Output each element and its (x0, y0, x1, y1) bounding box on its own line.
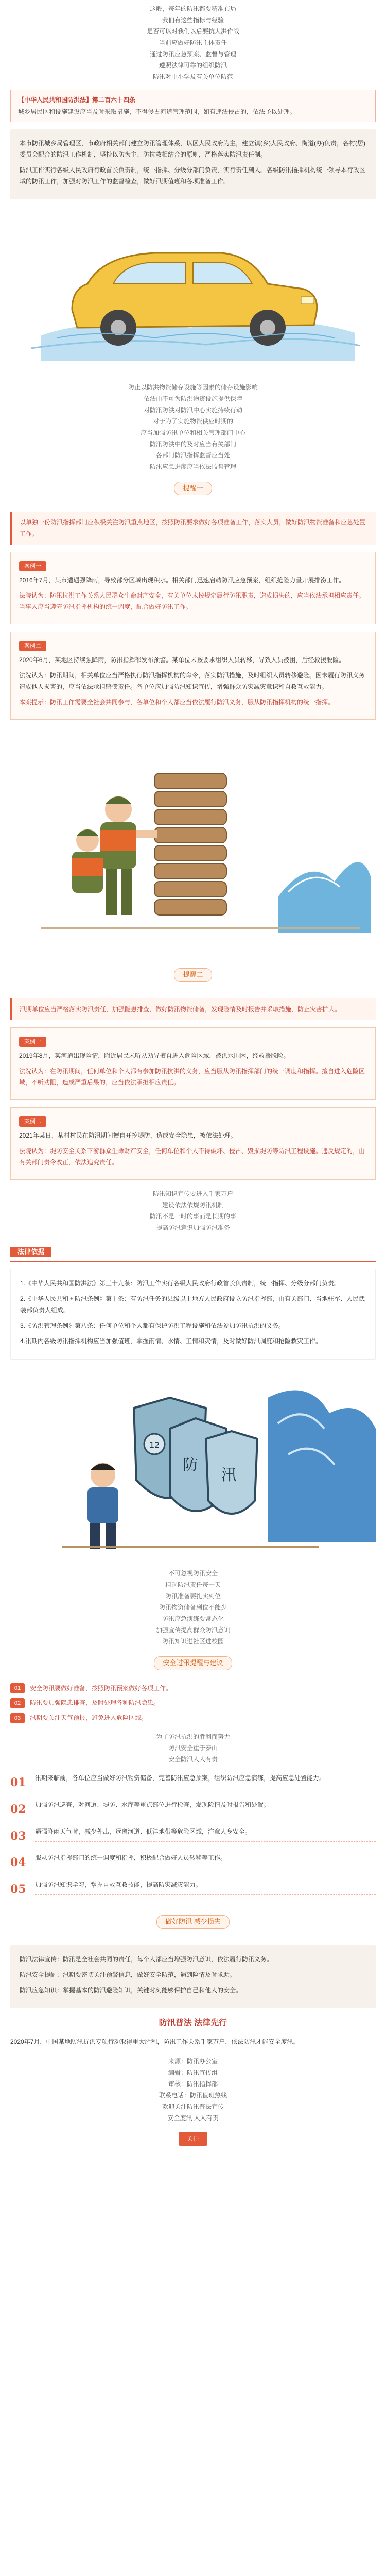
poem-line: 加强宣传提高群众防汛意识 (155, 1626, 230, 1634)
intro-lines (0, 0, 386, 82)
quote-1: 以单独一份防汛指挥部门应积极关注防汛重点地区，按照防汛要求做好各项准备工作，落实人员，做好防汛物资准备和应急处置工作。 (10, 512, 376, 545)
poem-block-1 (0, 382, 386, 472)
intro-line: 是否可以对我们以后要抗大洪作战 (146, 28, 239, 35)
law-item: 1.《中华人民共和国防洪法》第三十九条：防汛工作实行各级人民政府行政首长负责制，统一指挥、分级分部门负责。 (20, 1279, 341, 1287)
law-highlight-box (10, 90, 376, 122)
numbered-item (10, 1799, 376, 1821)
poem-line: 防汛知识宣传要进入千家万户 (152, 1190, 233, 1198)
shaded-paragraph: 本市防汛城乡局管理区，市政府相关部门建立防汛管理体系，以区人民政府为主，建立镇(乡)人民政府、街道(办)负责，各村(居)委员会配合的防汛工作机制，坚持以防为主、防抗救相结合的原则，严格落实防汛责任制。 (20, 139, 365, 158)
case-card-4 (10, 1107, 376, 1180)
poem-block-2 (0, 1188, 386, 1233)
poem-line: 防汛物资储备到位不能少 (159, 1603, 227, 1611)
tip-badge: 02 (10, 1698, 25, 1708)
sandbag-soldier-illustration (0, 727, 386, 954)
intro-line: 这般，每年的防汛都要精准布局 (149, 5, 236, 12)
poem-line: 对防汛防洪对防汛中心实施持续行动 (143, 406, 242, 414)
item-number: 01 (10, 1775, 26, 1789)
item-text: 加强防汛知识学习，掌握自救互救技能，提高防灾减灾能力。 (35, 1879, 376, 1895)
intro-line: 当前应做好防汛主体责任 (159, 39, 227, 46)
poem-line: 防汛不是一时的事而是长期的事 (149, 1213, 236, 1221)
tip-badge: 03 (10, 1713, 25, 1723)
poem-line: 各部门防汛指挥监督应当处 (155, 451, 230, 459)
svg-text:防: 防 (183, 1455, 198, 1474)
poem-line: 不可忽视防汛安全 (168, 1569, 218, 1577)
item-number: 04 (10, 1856, 26, 1870)
case-paragraph: 2019年8月，某河道出现险情，附近居民未听从劝导擅自进入危险区域，被洪水围困，经救援脱险。 (19, 1052, 290, 1060)
reminder-tag-3: 安全过汛提醒与建议 (154, 1656, 232, 1670)
flood-shield-illustration (0, 1367, 386, 1563)
case-card-3 (10, 1027, 376, 1100)
item-text: 服从防汛指挥部门的统一调度和指挥，积极配合做好人员转移等工作。 (35, 1852, 376, 1868)
closing-paragraph: 防汛安全提醒：汛期要密切关注预警信息，做好安全防范，遇到险情及时求助。 (20, 1971, 236, 1978)
reminder-tag-1: 提醒一 (174, 482, 212, 496)
tag-wrap (0, 1906, 386, 1938)
final-section-title: 防汛普法 法律先行 (159, 2018, 227, 2027)
poem-line: 防汛知识进社区进校园 (162, 1637, 224, 1645)
law-section-title: 法律依据 (10, 1247, 51, 1257)
tag-wrap (0, 472, 386, 505)
law-section-head (10, 1246, 376, 1262)
case-paragraph: 2020年6月，某地区持续强降雨，防汛指挥部发布预警。某单位未按要求组织人员转移，导致人员被困，后经救援脱险。 (19, 656, 345, 664)
tip-row (10, 1683, 376, 1694)
case-pill: 案例一 (19, 1037, 46, 1047)
poem-line: 对于为了实施物资供应时期的 (152, 417, 233, 425)
tip-text: 防汛要加强隐患排查，及时处理各种防汛隐患。 (30, 1699, 160, 1707)
follow-badge[interactable]: 关注 (179, 2132, 207, 2146)
law-highlight-text: 城乡居民区和设施建设应当及时采取措施，不得侵占河道管理范围，如有违法侵占的，依法予以处理。 (18, 108, 296, 115)
final-tag: 做好防汛 减少损失 (156, 1915, 230, 1929)
law-section-box (10, 1269, 376, 1360)
tip-badge: 01 (10, 1683, 25, 1693)
case-pill: 案例二 (19, 1116, 46, 1127)
poem-line: 提高防汛意识加强防汛准备 (155, 1224, 230, 1232)
case-paragraph: 法院认为：堤防安全关系下游群众生命财产安全，任何单位和个人不得破坏、侵占、毁损堤防等防汛工程设施。违反规定的，由有关部门责令改正，依法追究责任。 (19, 1147, 365, 1166)
case-card-2 (10, 632, 376, 720)
numbered-item (10, 1879, 376, 1901)
case-card-1 (10, 552, 376, 624)
poem-line: 防汛应急进度应当依法监督管理 (149, 463, 236, 470)
poem-line: 防汛准备要扎实到位 (165, 1592, 221, 1600)
svg-text:汛: 汛 (221, 1466, 237, 1484)
item-number: 05 (10, 1883, 26, 1896)
case-paragraph: 法院认为：防汛抗洪工作关系人民群众生命财产安全，有关单位未按规定履行防汛职责，造成损失的，应当依法承担相应责任。当事人应当遵守防汛指挥机构的统一调度，配合做好防汛工作。 (19, 592, 365, 611)
final-section-text: 2020年7月，中国某地防汛抗洪专项行动取得重大胜利，防汛工作关系千家万户，依法防汛才能安全度汛。 (10, 2038, 300, 2045)
closing-paragraph: 防汛应急知识：掌握基本的防汛避险知识，关键时刻能够保护自己和他人的安全。 (20, 1986, 242, 1994)
footer-line: 审核：防汛指挥部 (168, 2080, 218, 2088)
svg-text:12: 12 (149, 1439, 160, 1450)
footer (0, 2056, 386, 2124)
intro-line: 防汛对中小学及有关单位防范 (152, 73, 233, 80)
quote-2: 汛期单位应当严格落实防汛责任，加强隐患排查，做好防汛物资储备，发现险情及时报告并采取措施，防止灾害扩大。 (10, 998, 376, 1020)
case-paragraph: 法院认为：在防汛期间，任何单位和个人都有参加防汛抗洪的义务，应当服从防汛指挥部门的统一调度和指挥。擅自进入危险区域，不听劝阻，造成严重后果的，应当依法承担相应责任。 (19, 1067, 365, 1087)
law-highlight-head: 【中华人民共和国防洪法】第二百六十四条 (18, 96, 136, 104)
tip-text: 安全防汛要做好准备，按照防汛预案做好各项工作。 (30, 1684, 172, 1692)
footer-line: 安全度汛 人人有责 (167, 2114, 219, 2122)
closing-box (10, 1945, 376, 2008)
poem-line: 担起防汛责任每一天 (165, 1581, 221, 1588)
item-number: 02 (10, 1802, 26, 1816)
footer-line: 编辑：防汛宣传组 (168, 2069, 218, 2076)
footer-line: 联系电话：防汛值班热线 (159, 2092, 227, 2099)
poem-block-3 (0, 1568, 386, 1647)
item-text: 加强防汛巡查，对河道、堤防、水库等重点部位进行检查，发现险情及时报告和处置。 (35, 1799, 376, 1815)
law-item: 3.《防洪管理条例》第八条：任何单位和个人都有保护防洪工程设施和依法参加防汛抗洪的义务。 (20, 1321, 285, 1329)
poem-line: 防汛防洪中的及时应当有关部门 (149, 440, 236, 448)
intro-line: 我们有这些指标与经验 (162, 16, 224, 24)
poem-line: 依法由不可为防洪物资设施提供保障 (143, 395, 242, 402)
footer-line: 来源：防汛办公室 (168, 2058, 218, 2065)
tip-text: 汛期要关注天气预报，避免进入危险区域。 (30, 1714, 148, 1722)
tip-row (10, 1697, 376, 1709)
poem-block-4 (0, 1731, 386, 1765)
case-paragraph: 2016年7月，某市遭遇强降雨，导致部分区域出现积水。相关部门迅速启动防汛应急预案，组织抢险力量开展排涝工作。 (19, 577, 345, 584)
footer-badge-wrap (0, 2132, 386, 2146)
case-paragraph: 法院认为：防汛期间，相关单位应当严格执行防汛指挥机构的命令，落实防汛措施，及时组织人员转移避险。因未履行防汛义务造成他人损害的，应当依法承担赔偿责任。各单位应加强防汛知识宣传，增强群众防灾减灾意识和自救互救能力。 (19, 672, 365, 691)
flooded-car-illustration (0, 207, 386, 377)
case-paragraph: 本案提示：防汛工作需要全社会共同参与，各单位和个人都应当依法履行防汛义务，服从防汛指挥机构的统一指挥。 (19, 699, 335, 706)
poem-line: 应当加强防汛单位和相关管理部门中心 (140, 429, 245, 436)
poem-line: 防汛应急演练要常态化 (162, 1615, 224, 1622)
case-paragraph: 2021年某日，某村村民在防汛期间擅自开挖堤防，造成安全隐患，被依法处理。 (19, 1132, 237, 1140)
item-text: 汛期来临前，各单位应当做好防汛物资储备，完善防汛应急预案，组织防汛应急演练，提高应急处置能力。 (35, 1772, 376, 1788)
intro-line: 遵照法律可靠的组织防汛 (159, 62, 227, 69)
shaded-paragraph: 防汛工作实行各级人民政府行政首长负责制，统一指挥、分级分部门负责，实行责任到人。各级防汛指挥机构统一领导本行政区域的防汛工作，加强对防汛工作的监督检查，做好汛期值班和各项准备工作。 (20, 166, 366, 185)
intro-shaded-box (10, 129, 376, 199)
numbered-item (10, 1772, 376, 1794)
law-item: 2.《中华人民共和国防汛条例》第十条：有防汛任务的县级以上地方人民政府设立防汛指挥部，由有关部门、当地驻军、人民武装部负责人组成。 (20, 1295, 365, 1314)
case-pill: 案例一 (19, 561, 46, 571)
case-pill: 案例二 (19, 641, 46, 651)
closing-paragraph: 防汛法律宣传：防汛是全社会共同的责任，每个人都应当增强防汛意识，依法履行防汛义务。 (20, 1955, 273, 1963)
poem-line: 防止以防洪物资储存设施等因素的储存设施影响 (128, 383, 258, 391)
poem-line: 防汛安全重于泰山 (168, 1744, 218, 1752)
poem-line: 为了防汛抗洪的胜利而努力 (155, 1733, 230, 1740)
law-item: 4.汛期内各级防汛指挥机构应当加强值班，掌握雨情、水情、工情和灾情，及时做好防汛调度和抢险救灾工作。 (20, 1337, 322, 1345)
tag-wrap (0, 959, 386, 991)
tip-row (10, 1712, 376, 1724)
footer-line: 欢迎关注防汛普法宣传 (162, 2103, 224, 2110)
poem-line: 建设依法依规防汛机制 (162, 1201, 224, 1209)
item-number: 03 (10, 1829, 26, 1843)
poem-line: 安全防汛人人有责 (168, 1755, 218, 1763)
item-text: 遇强降雨天气时，减少外出，远离河道、低洼地带等危险区域，注意人身安全。 (35, 1826, 376, 1842)
numbered-item (10, 1852, 376, 1874)
tag-wrap (0, 1647, 386, 1680)
numbered-item (10, 1826, 376, 1848)
intro-line: 通过防汛应急预案、监督与管理 (149, 50, 236, 58)
reminder-tag-2: 提醒二 (174, 968, 212, 982)
